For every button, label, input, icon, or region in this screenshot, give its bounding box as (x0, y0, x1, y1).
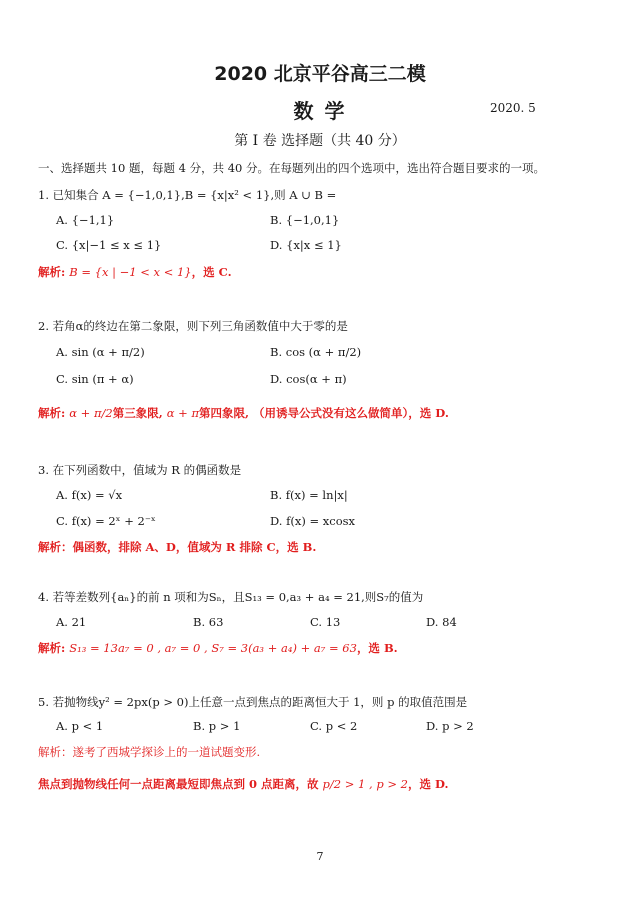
q2-answer-math1: α + π/2 (69, 406, 113, 420)
q2-answer-label: 解析: (38, 406, 66, 420)
q3-option-c: C. f(x) = 2ˣ + 2⁻ˣ (56, 514, 156, 528)
q5-option-a: A. p < 1 (56, 719, 104, 733)
q5-option-b: B. p > 1 (193, 719, 241, 733)
q2-answer (38, 405, 449, 421)
q2-option-c: C. sin (π + α) (56, 372, 134, 386)
q5-answer-text: 焦点到抛物线任何一点距离最短即焦点到 0 点距离，故 (38, 777, 319, 791)
q2-answer-math2: α + π (166, 406, 200, 420)
q2-option-b: B. cos (α + π/2) (270, 345, 362, 359)
q2-stem: 2. 若角α的终边在第二象限，则下列三角函数值中大于零的是 (38, 319, 348, 333)
q2-option-a: A. sin (α + π/2) (56, 345, 145, 359)
q1-answer-math: B = {x | −1 < x < 1} (69, 265, 192, 279)
q3-answer: 解析：偶函数，排除 A、D，值域为 R 排除 C，选 B. (38, 540, 317, 554)
exam-date: 2020. 5 (490, 101, 536, 115)
subject-title: 数 学 (293, 99, 347, 123)
q5-answer-math: p/2 > 1 , p > 2 (322, 777, 408, 791)
q5-stem: 5. 若抛物线y² = 2px(p > 0)上任意一点到焦点的距离恒大于 1，则 p 的取值范围是 (38, 695, 468, 709)
q4-answer-math: S₁₃ = 13a₇ = 0 , a₇ = 0 , S₇ = 3(a₃ + a₄) + a₇ = 63 (69, 641, 357, 655)
q5-answer-tail: ，选 D. (407, 777, 449, 791)
q3-stem: 3. 在下列函数中，值域为 R 的偶函数是 (38, 463, 242, 477)
q4-option-a: A. 21 (56, 615, 87, 629)
q2-answer-tail: 第四象限, （用诱导公式没有这么做简单），选 D. (199, 406, 449, 420)
page-number: 7 (316, 850, 324, 863)
q4-answer-tail: ，选 B. (356, 641, 398, 655)
q3-option-b: B. f(x) = ln|x| (270, 488, 348, 502)
q1-option-c: C. {x|−1 ≤ x ≤ 1} (56, 238, 162, 252)
q3-option-d: D. f(x) = xcosx (270, 514, 356, 528)
q4-option-b: B. 63 (193, 615, 224, 629)
q1-stem: 1. 已知集合 A = {−1,0,1},B = {x|x² < 1},则 A ∪ B = (38, 188, 337, 202)
q2-option-d: D. cos(α + π) (270, 372, 347, 386)
q4-answer (38, 640, 398, 656)
q4-option-c: C. 13 (310, 615, 341, 629)
q1-option-a: A. {−1,1} (56, 213, 115, 227)
q4-answer-label: 解析: (38, 641, 66, 655)
q1-answer (38, 264, 232, 280)
q2-answer-mid: 第三象限, (112, 406, 163, 420)
q1-answer-tail: ，选 C. (191, 265, 232, 279)
q1-option-d: D. {x|x ≤ 1} (270, 238, 342, 252)
q4-stem: 4. 若等差数列{aₙ}的前 n 项和为Sₙ，且S₁₃ = 0,a₃ + a₄ = 21,则S₇的值为 (38, 590, 424, 604)
q3-option-a: A. f(x) = √x (56, 488, 123, 502)
q4-option-d: D. 84 (426, 615, 457, 629)
q5-answer-note: 解析：遂考了西城学探诊上的一道试题变形. (38, 745, 261, 759)
q5-option-d: D. p > 2 (426, 719, 474, 733)
q1-answer-label: 解析: (38, 265, 66, 279)
q5-answer (38, 776, 449, 792)
q1-option-b: B. {−1,0,1} (270, 213, 340, 227)
section-heading: 第 I 卷 选择题（共 40 分） (234, 133, 406, 149)
exam-title: 2020 北京平谷高三二模 (214, 63, 426, 85)
instructions: 一、选择题共 10 题，每题 4 分，共 40 分。在每题列出的四个选项中，选出符合题目要求的一项。 (38, 161, 546, 175)
q5-option-c: C. p < 2 (310, 719, 358, 733)
